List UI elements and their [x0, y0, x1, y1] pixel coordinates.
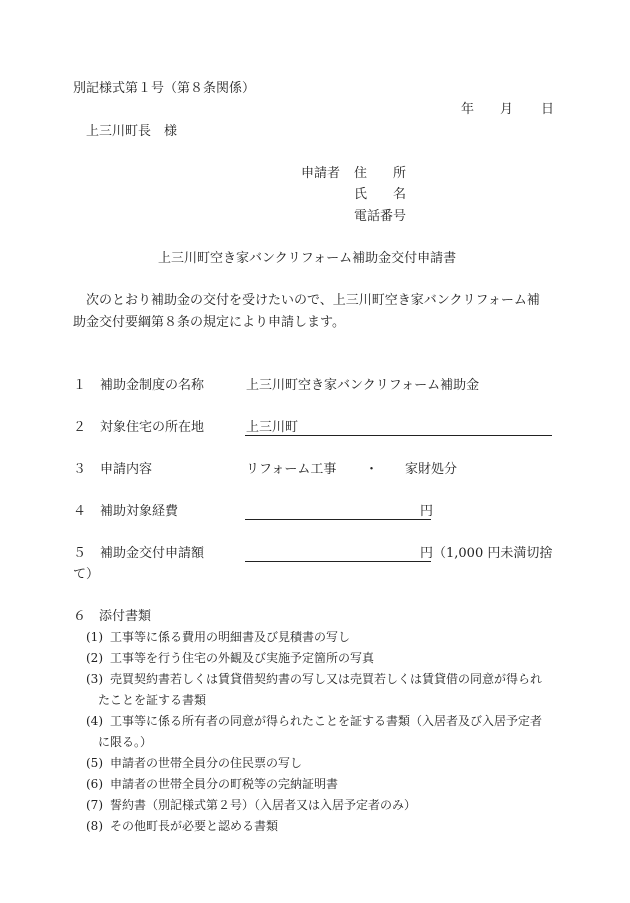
date-month-label: 月 — [500, 102, 514, 117]
item-5-unit: 円 — [420, 546, 434, 561]
item-1-label: 補助金制度の名称 — [100, 378, 205, 393]
item-1-value: 上三川町空き家バンクリフォーム補助金 — [246, 378, 480, 393]
attachment-7-number: (7) — [86, 798, 103, 812]
attachment-6-text: 申請者の世帯全員分の町税等の完納証明書 — [110, 777, 339, 791]
item-2-value: 上三川町 — [246, 420, 299, 435]
item-2-number: ２ — [73, 420, 87, 435]
name-label: 氏 名 — [354, 187, 407, 202]
address-label: 住 所 — [354, 166, 407, 181]
attachment-3-text: 売買契約書若しくは賃貸借契約書の写し又は売買若しくは賃貸借の同意が得られ — [110, 672, 543, 686]
item-3-number: ３ — [73, 462, 87, 477]
attachment-4-text-cont: に限る。） — [98, 735, 153, 749]
item-2-underline — [245, 435, 552, 436]
attachment-8-text: その他町長が必要と認める書類 — [110, 819, 279, 833]
item-4-unit: 円 — [420, 504, 434, 519]
item-1-number: １ — [73, 378, 87, 393]
item-3-label: 申請内容 — [100, 462, 153, 477]
attachment-5-text: 申請者の世帯全員分の住民票の写し — [110, 756, 303, 770]
attachment-7-text: 誓約書（別記様式第２号）（入居者又は入居予定者のみ） — [110, 798, 417, 812]
item-5-label: 補助金交付申請額 — [100, 546, 205, 561]
attachment-2-number: (2) — [86, 651, 103, 665]
document-title: 上三川町空き家バンクリフォーム補助金交付申請書 — [158, 251, 457, 266]
attachment-3-text-cont: たことを証する書類 — [98, 693, 207, 707]
attachment-6-number: (6) — [86, 777, 103, 791]
item-5-number: ５ — [73, 546, 87, 561]
attachment-4-text: 工事等に係る所有者の同意が得られたことを証する書類（入居者及び入居予定者 — [110, 714, 543, 728]
date-day-label: 日 — [541, 102, 555, 117]
item-5-note-cont: て） — [73, 567, 100, 582]
item-2-label: 対象住宅の所在地 — [100, 420, 205, 435]
item-3-option-reform: リフォーム工事 — [246, 462, 337, 477]
attachment-1-number: (1) — [86, 630, 103, 644]
attachment-8-number: (8) — [86, 819, 103, 833]
attachment-3-number: (3) — [86, 672, 103, 686]
attachments-heading: ６ 添付書類 — [73, 609, 152, 624]
addressee: 上三川町長 様 — [86, 124, 178, 139]
item-4-number: ４ — [73, 504, 87, 519]
intro-line-2: 助金交付要綱第８条の規定により申請します。 — [73, 315, 345, 330]
applicant-label: 申請者 — [301, 166, 341, 181]
attachment-1-text: 工事等に係る費用の明細書及び見積書の写し — [110, 630, 351, 644]
phone-label: 電話番号 — [354, 209, 407, 224]
attachment-2-text: 工事等を行う住宅の外観及び実施予定箇所の写真 — [110, 651, 375, 665]
item-4-underline — [245, 519, 431, 520]
item-5-note: （1,000 円未満切捨 — [433, 546, 553, 561]
date-year-label: 年 — [461, 102, 475, 117]
intro-line-1: 次のとおり補助金の交付を受けたいので、上三川町空き家バンクリフォーム補 — [86, 293, 540, 308]
attachment-4-number: (4) — [86, 714, 103, 728]
item-3-option-disposal: 家財処分 — [405, 462, 458, 477]
item-3-separator: ・ — [365, 462, 379, 477]
form-number: 別記様式第１号（第８条関係） — [73, 81, 256, 96]
item-4-label: 補助対象経費 — [100, 504, 179, 519]
item-5-underline — [245, 561, 431, 562]
attachment-5-number: (5) — [86, 756, 103, 770]
